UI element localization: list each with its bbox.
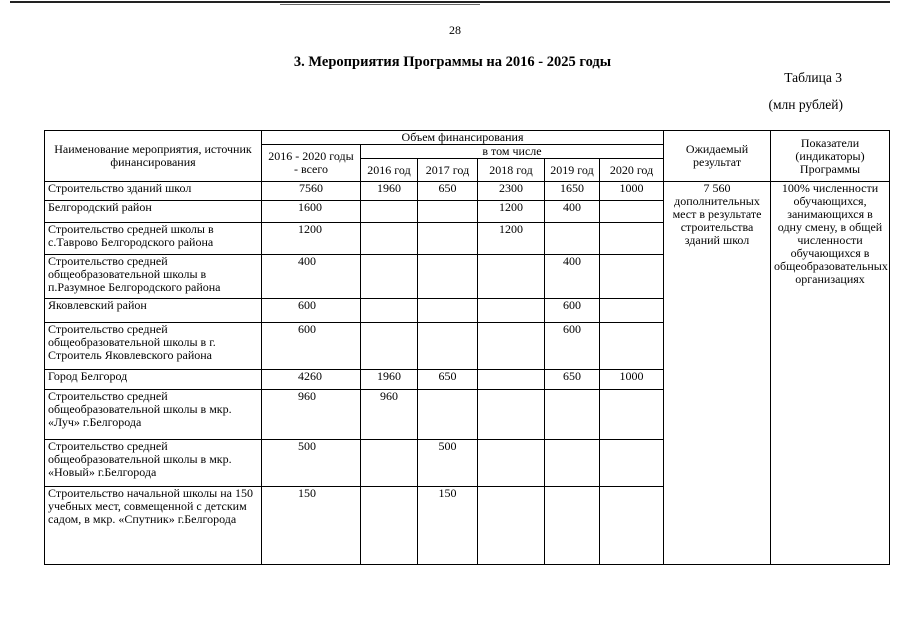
row-2019: 600 [545,323,600,370]
row-2017 [418,201,478,223]
header-year: 2016 год [361,159,418,182]
top-border-line [10,1,890,3]
row-2017: 500 [418,440,478,487]
row-total: 4260 [262,370,361,390]
row-total: 1200 [262,223,361,255]
row-2018 [478,440,545,487]
row-2016 [361,487,418,565]
row-total: 400 [262,255,361,299]
row-2016: 1960 [361,370,418,390]
row-name: Строительство начальной школы на 150 учебных мест, совмещенной с детским садом, в мкр. «Спутник» г.Белгорода [45,487,262,565]
row-2017: 150 [418,487,478,565]
row-2018 [478,487,545,565]
header-year: 2020 год [600,159,664,182]
program-measures-table [44,130,890,565]
row-2017: 650 [418,370,478,390]
header-including: в том числе [361,145,664,159]
row-2020 [600,201,664,223]
header-volume: Объем финансирования [262,131,664,145]
header-total: 2016 - 2020 годы - всего [262,145,361,182]
header-year: 2017 год [418,159,478,182]
row-2018 [478,323,545,370]
row-2017 [418,255,478,299]
units-label: (млн рублей) [768,97,843,112]
row-name: Строительство средней общеобразовательной школы в г. Строитель Яковлевского района [45,323,262,370]
row-name: Строительство средней общеобразовательной школы в мкр. «Луч» г.Белгорода [45,390,262,440]
row-2019 [545,440,600,487]
row-2019 [545,487,600,565]
row-total: 600 [262,299,361,323]
row-2016: 1960 [361,182,418,201]
row-2019: 650 [545,370,600,390]
row-2017 [418,223,478,255]
row-name: Город Белгород [45,370,262,390]
row-2016 [361,299,418,323]
row-total: 150 [262,487,361,565]
row-2019: 400 [545,201,600,223]
row-2016 [361,223,418,255]
header-year: 2018 год [478,159,545,182]
row-2018 [478,390,545,440]
section-heading: 3. Мероприятия Программы на 2016 - 2025 годы [293,54,612,70]
row-2019 [545,390,600,440]
row-2018 [478,255,545,299]
row-2016 [361,255,418,299]
row-2017 [418,299,478,323]
row-2020 [600,223,664,255]
header-indicators: Показатели (индикаторы) Программы [771,131,890,182]
row-2019: 400 [545,255,600,299]
header-expected: Ожидаемый результат [664,131,771,182]
table-label: Таблица 3 [784,70,842,85]
table-row [45,182,890,201]
row-2017 [418,390,478,440]
row-2018 [478,299,545,323]
row-2017 [418,323,478,370]
row-2020 [600,255,664,299]
row-name: Строительство средней школы в с.Таврово Белгородского района [45,223,262,255]
row-total: 600 [262,323,361,370]
row-2020 [600,299,664,323]
row-2019: 1650 [545,182,600,201]
row-2016 [361,440,418,487]
row-name: Строительство средней общеобразовательной школы в п.Разумное Белгородского района [45,255,262,299]
row-2019 [545,223,600,255]
row-total: 960 [262,390,361,440]
row-2018: 1200 [478,223,545,255]
row-2016 [361,201,418,223]
row-name: Яковлевский район [45,299,262,323]
indicator-text: 100% численности обучающихся, занимающихся в одну смену, в общей численности обучающихся в общеобразовательных организациях [771,182,890,565]
expected-result: 7 560 дополнительных мест в результате строительства зданий школ [664,182,771,565]
row-2020 [600,440,664,487]
header-year: 2019 год [545,159,600,182]
row-2020 [600,487,664,565]
top-border-line-secondary [280,4,480,5]
row-2016 [361,323,418,370]
row-2019: 600 [545,299,600,323]
row-2018: 1200 [478,201,545,223]
row-name: Строительство зданий школ [45,182,262,201]
row-2016: 960 [361,390,418,440]
row-2017: 650 [418,182,478,201]
row-2020: 1000 [600,182,664,201]
row-2018 [478,370,545,390]
row-name: Строительство средней общеобразовательной школы в мкр. «Новый» г.Белгорода [45,440,262,487]
row-total: 7560 [262,182,361,201]
header-name-col: Наименование мероприятия, источник финансирования [45,131,262,182]
row-total: 1600 [262,201,361,223]
row-2020 [600,390,664,440]
row-total: 500 [262,440,361,487]
row-2020: 1000 [600,370,664,390]
page-number: 28 [449,23,461,37]
row-name: Белгородский район [45,201,262,223]
row-2020 [600,323,664,370]
row-2018: 2300 [478,182,545,201]
